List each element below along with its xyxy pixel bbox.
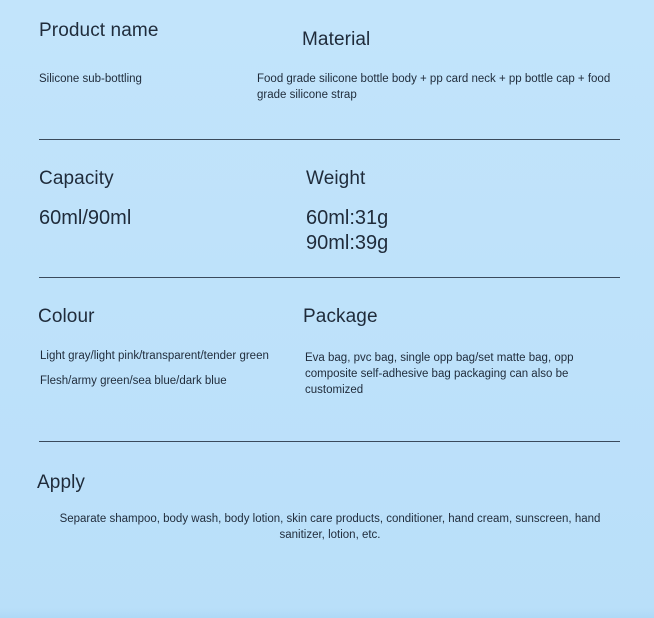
capacity-value: 60ml/90ml — [39, 207, 132, 229]
colour-title: Colour — [38, 306, 95, 327]
capacity-title: Capacity — [39, 168, 114, 189]
colour-value-1: Light gray/light pink/transparent/tender green — [40, 350, 269, 362]
apply-value: Separate shampoo, body wash, body lotion, skin care products, conditioner, hand cream, sunscreen, hand sanitizer, lotion, etc. — [59, 513, 601, 541]
bottom-band — [0, 608, 654, 618]
material-title: Material — [302, 29, 371, 50]
product-name-value: Silicone sub-bottling — [39, 73, 142, 85]
colour-value-2: Flesh/army green/sea blue/dark blue — [40, 375, 227, 387]
weight-value-60ml: 60ml:31g — [306, 207, 389, 229]
divider-1 — [39, 139, 620, 140]
product-name-title: Product name — [39, 20, 159, 41]
material-value: Food grade silicone bottle body + pp card neck + pp bottle cap + food grade silicone strap — [257, 73, 611, 101]
divider-3 — [39, 441, 620, 442]
package-title: Package — [303, 306, 378, 327]
weight-value-90ml: 90ml:39g — [306, 232, 389, 254]
package-value: Eva bag, pvc bag, single opp bag/set matte bag, opp composite self-adhesive bag packaging can also be customized — [305, 352, 574, 396]
divider-2 — [39, 277, 620, 278]
weight-title: Weight — [306, 168, 366, 189]
apply-title: Apply — [37, 472, 86, 493]
